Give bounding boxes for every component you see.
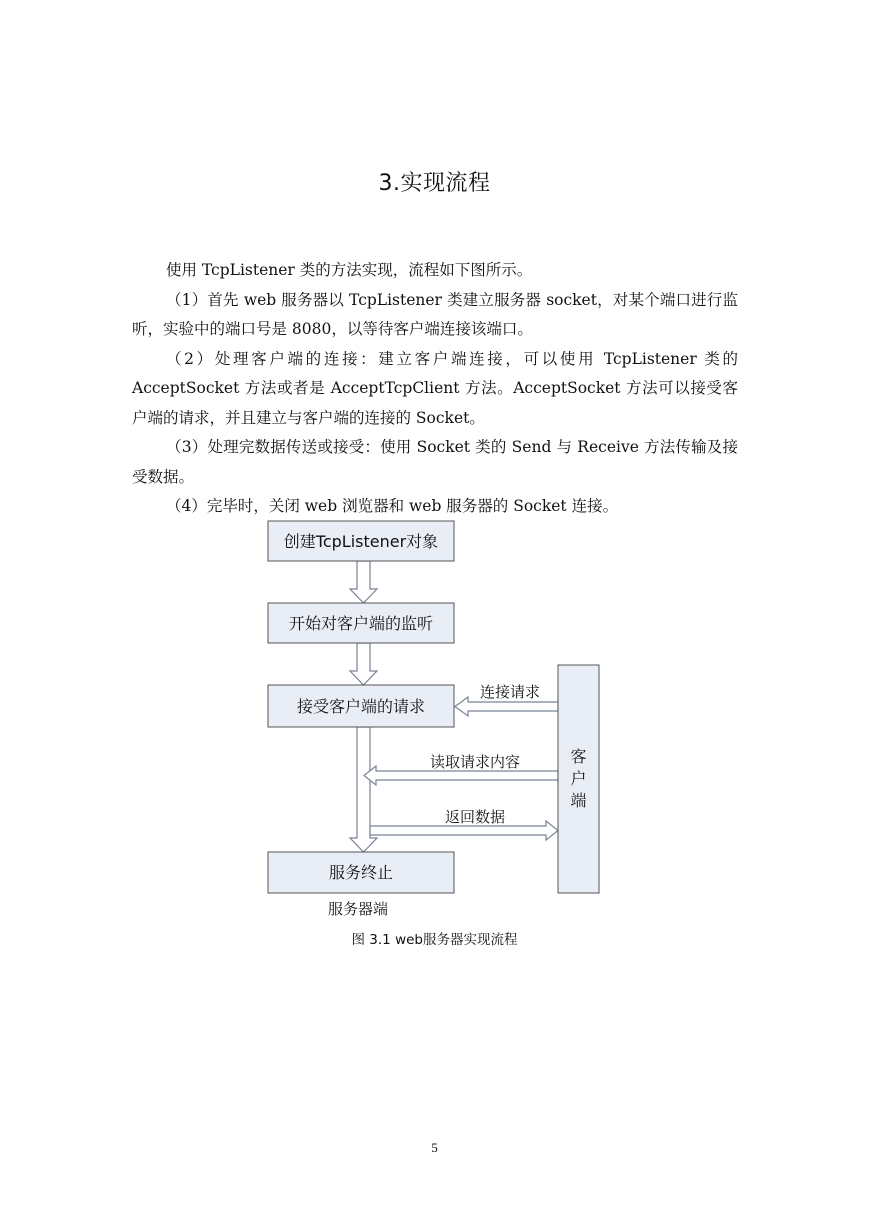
flow-arrow-listen-to-accept [350, 643, 377, 685]
paragraph-step-1: （1）首先 web 服务器以 TcpListener 类建立服务器 socket，对某个端口进行监听，实验中的端口号是 8080，以等待客户端连接该端口。 [132, 290, 738, 338]
label-return-data: 返回数据 [444, 808, 506, 826]
client-label-char-3: 端 [570, 791, 587, 810]
paragraph-step-4: （4）完毕时，关闭 web 浏览器和 web 服务器的 Socket 连接。 [166, 497, 619, 515]
server-side-label: 服务器端 [327, 900, 388, 918]
box-accept-request-label: 接受客户端的请求 [296, 697, 426, 716]
label-connect-request: 连接请求 [479, 683, 541, 701]
section-title: 3.实现流程 [378, 171, 491, 196]
figure-caption: 图 3.1 web服务器实现流程 [351, 932, 518, 948]
box-create-listener-label: 创建TcpListener对象 [283, 532, 439, 551]
flow-arrow-create-to-listen [350, 561, 377, 603]
paragraph-step-2: （2）处理客户端的连接：建立客户端连接，可以使用 TcpListener 类的 AcceptSocket 方法或者是 AcceptTcpClient 方法。AcceptSocket 方法可以接受客户端的请求，并且建立与客户端的连接的 Socket。 [132, 349, 738, 427]
label-read-request: 读取请求内容 [429, 753, 521, 771]
box-service-stop-label: 服务终止 [328, 863, 394, 882]
box-create-listener [268, 521, 454, 561]
box-client [558, 665, 599, 893]
paragraph-step-3: （3）处理完数据传送或接受：使用 Socket 类的 Send 与 Receive 方法传输及接受数据。 [132, 438, 738, 486]
box-start-listen-label: 开始对客户端的监听 [288, 614, 434, 633]
box-service-stop [268, 852, 454, 893]
client-label-char-1: 客 [570, 747, 587, 766]
client-label-char-2: 户 [570, 769, 587, 788]
paragraph-intro: 使用 TcpListener 类的方法实现，流程如下图所示。 [166, 261, 533, 279]
box-accept-request [268, 685, 454, 727]
page-number: 5 [431, 1140, 438, 1155]
box-start-listen [268, 603, 454, 643]
